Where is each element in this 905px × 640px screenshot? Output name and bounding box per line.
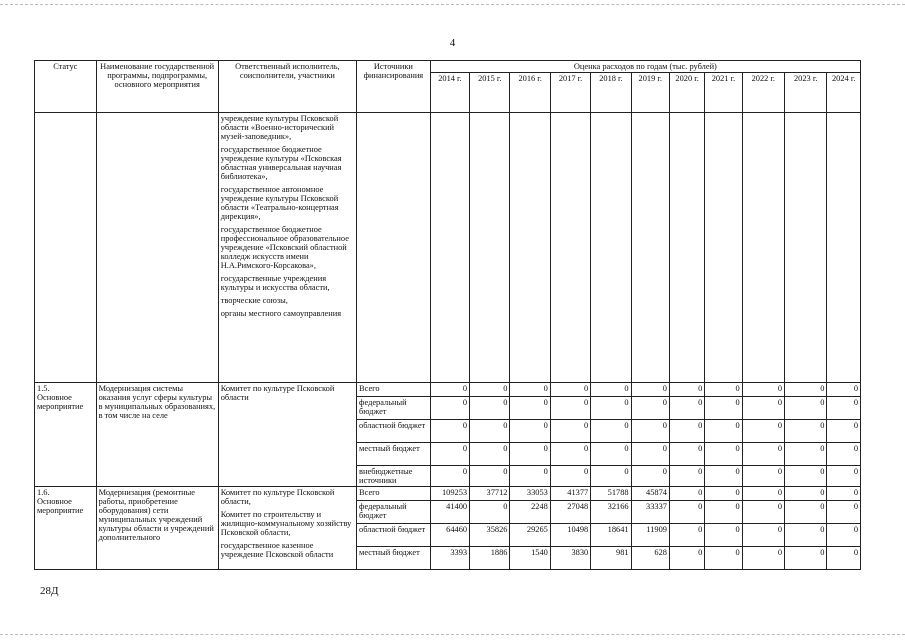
amount-cell: 10498 [550, 524, 590, 547]
amount-cell: 109253 [430, 487, 469, 501]
measure-name: Модернизация системы оказания услуг сферы культуры в муниципальных образованиях, в том числе на селе [96, 383, 218, 487]
scan-bottom-edge [0, 634, 905, 635]
amount-cell: 0 [742, 383, 784, 397]
amount-cell: 0 [510, 420, 550, 443]
amount-cell: 0 [785, 487, 827, 501]
amount-cell: 0 [705, 501, 742, 524]
header-executor: Ответственный исполнитель, соисполнители, участники [218, 61, 356, 113]
amount-cell: 0 [705, 487, 742, 501]
amount-cell: 0 [669, 501, 704, 524]
executor: государственное казенное учреждение Псковской области [220, 541, 334, 559]
amount-cell: 0 [510, 443, 550, 466]
header-year: 2022 г. [742, 73, 784, 113]
amount-cell: 37712 [470, 487, 510, 501]
header-name: Наименование государственной программы, подпрограммы, основного мероприятия [96, 61, 218, 113]
header-year: 2023 г. [785, 73, 827, 113]
participant: органы местного самоуправления [220, 309, 342, 318]
amount-cell: 0 [669, 420, 704, 443]
amount-cell: 1540 [510, 547, 550, 570]
header-year: 2017 г. [550, 73, 590, 113]
amount-cell: 32166 [591, 501, 631, 524]
amount-cell: 0 [705, 443, 742, 466]
funding-source: внебюджетные источники [357, 466, 431, 487]
funding-source: местный бюджет [357, 443, 431, 466]
measure-type: Основное мероприятие [37, 393, 84, 411]
amount-cell: 0 [742, 466, 784, 487]
continuation-row [35, 113, 861, 383]
measure-number: 1.6. [37, 488, 50, 497]
amount-cell: 0 [705, 466, 742, 487]
amount-cell: 0 [631, 397, 669, 420]
header-year: 2018 г. [591, 73, 631, 113]
amount-cell: 0 [591, 443, 631, 466]
amount-cell: 0 [631, 383, 669, 397]
amount-cell: 45874 [631, 487, 669, 501]
amount-cell: 0 [550, 420, 590, 443]
amount-cell: 41377 [550, 487, 590, 501]
amount-cell: 0 [827, 487, 861, 501]
funding-source: федеральный бюджет [357, 501, 431, 524]
amount-cell: 41400 [430, 501, 469, 524]
executor: Комитет по культуре Псковской области, [220, 488, 335, 506]
amount-cell: 0 [550, 397, 590, 420]
amount-cell: 0 [631, 466, 669, 487]
amount-cell: 0 [669, 547, 704, 570]
amount-cell: 0 [669, 397, 704, 420]
executor: Комитет по строительству и жилищно-коммунальному хозяйству Псковской области, [220, 510, 352, 537]
amount-cell: 0 [430, 420, 469, 443]
participant: творческие союзы, [220, 296, 288, 305]
amount-cell: 33053 [510, 487, 550, 501]
amount-cell: 0 [510, 383, 550, 397]
header-year: 2015 г. [470, 73, 510, 113]
amount-cell: 2248 [510, 501, 550, 524]
amount-cell: 0 [827, 397, 861, 420]
amount-cell: 0 [785, 420, 827, 443]
continuation-status-cell [35, 113, 97, 383]
amount-cell: 0 [785, 501, 827, 524]
participant: учреждение культуры Псковской области «Военно-исторический музей-заповедник», [220, 114, 339, 141]
amount-cell: 0 [742, 501, 784, 524]
amount-cell: 0 [785, 547, 827, 570]
amount-cell: 0 [591, 466, 631, 487]
amount-cell: 0 [785, 383, 827, 397]
funding-source: Всего [357, 487, 431, 501]
amount-cell: 0 [705, 420, 742, 443]
executor: Комитет по культуре Псковской области [220, 384, 335, 402]
continuation-name-cell [96, 113, 218, 383]
amount-cell: 0 [550, 443, 590, 466]
amount-cell: 0 [430, 383, 469, 397]
header-estimate: Оценка расходов по годам (тыс. рублей) [430, 61, 860, 73]
amount-cell: 0 [827, 547, 861, 570]
scan-top-edge [0, 4, 905, 5]
amount-cell: 0 [742, 547, 784, 570]
amount-cell: 0 [591, 397, 631, 420]
amount-cell: 0 [785, 443, 827, 466]
funding-source: местный бюджет [357, 547, 431, 570]
funding-source: областной бюджет [357, 420, 431, 443]
amount-cell: 0 [591, 383, 631, 397]
amount-cell: 0 [510, 397, 550, 420]
measures-body [35, 383, 861, 570]
amount-cell: 0 [550, 466, 590, 487]
amount-cell: 18641 [591, 524, 631, 547]
measure-type: Основное мероприятие [37, 497, 84, 515]
measure-status-cell [35, 383, 97, 487]
footer-code: 28Д [40, 585, 59, 597]
amount-cell: 0 [742, 420, 784, 443]
measure-name: Модернизация (ремонтные работы, приобретение оборудования) сети муниципальных учреждений культуры области и учреждений дополнительного [96, 487, 218, 570]
header-year: 2024 г. [827, 73, 861, 113]
participant: государственные учреждения культуры и искусства области, [220, 274, 330, 292]
amount-cell: 0 [705, 524, 742, 547]
amount-cell: 0 [827, 443, 861, 466]
amount-cell: 0 [705, 397, 742, 420]
amount-cell: 0 [430, 397, 469, 420]
amount-cell: 35826 [470, 524, 510, 547]
participant: государственное бюджетное профессиональное образовательное учреждение «Псковский областной колледж искусств имени Н.А.Римского-Корсакова», [220, 225, 349, 270]
amount-cell: 0 [430, 466, 469, 487]
amount-cell: 0 [827, 524, 861, 547]
header-year: 2020 г. [669, 73, 704, 113]
amount-cell: 0 [470, 420, 510, 443]
amount-cell: 0 [669, 487, 704, 501]
amount-cell: 3393 [430, 547, 469, 570]
amount-cell: 0 [510, 466, 550, 487]
amount-cell: 33337 [631, 501, 669, 524]
amount-cell: 0 [631, 443, 669, 466]
participant: государственное автономное учреждение культуры Псковской области «Театрально-концертная дирекция», [220, 185, 339, 221]
amount-cell: 0 [470, 466, 510, 487]
amount-cell: 0 [827, 466, 861, 487]
amount-cell: 3830 [550, 547, 590, 570]
header-sources: Источники финансирования [357, 61, 431, 113]
amount-cell: 628 [631, 547, 669, 570]
table-row [35, 487, 861, 501]
amount-cell: 0 [742, 524, 784, 547]
measure-executors [218, 383, 356, 487]
amount-cell: 0 [785, 524, 827, 547]
header-year: 2019 г. [631, 73, 669, 113]
amount-cell: 0 [742, 487, 784, 501]
amount-cell: 1886 [470, 547, 510, 570]
amount-cell: 0 [705, 383, 742, 397]
amount-cell: 0 [470, 383, 510, 397]
funding-source: областной бюджет [357, 524, 431, 547]
funding-source: Всего [357, 383, 431, 397]
amount-cell: 0 [669, 383, 704, 397]
amount-cell: 0 [550, 383, 590, 397]
amount-cell: 981 [591, 547, 631, 570]
amount-cell: 0 [827, 501, 861, 524]
amount-cell: 0 [827, 420, 861, 443]
amount-cell: 51788 [591, 487, 631, 501]
amount-cell: 0 [631, 420, 669, 443]
header-year: 2016 г. [510, 73, 550, 113]
funding-source: федеральный бюджет [357, 397, 431, 420]
amount-cell: 0 [669, 524, 704, 547]
amount-cell: 0 [827, 383, 861, 397]
table-row [35, 383, 861, 397]
header-year: 2021 г. [705, 73, 742, 113]
continuation-participants-cell [218, 113, 356, 383]
header-year: 2014 г. [430, 73, 469, 113]
amount-cell: 0 [470, 443, 510, 466]
budget-table [34, 60, 861, 570]
amount-cell: 64460 [430, 524, 469, 547]
page-number: 4 [449, 37, 456, 49]
amount-cell: 11909 [631, 524, 669, 547]
amount-cell: 0 [705, 547, 742, 570]
amount-cell: 0 [742, 397, 784, 420]
amount-cell: 27048 [550, 501, 590, 524]
measure-executors [218, 487, 356, 570]
amount-cell: 29265 [510, 524, 550, 547]
amount-cell: 0 [742, 443, 784, 466]
amount-cell: 0 [591, 420, 631, 443]
amount-cell: 0 [669, 466, 704, 487]
header-status: Статус [35, 61, 97, 113]
amount-cell: 0 [669, 443, 704, 466]
measure-number: 1.5. [37, 384, 50, 393]
amount-cell: 0 [785, 466, 827, 487]
participant: государственное бюджетное учреждение культуры «Псковская областная универсальная научная библиотека», [220, 145, 342, 181]
amount-cell: 0 [470, 501, 510, 524]
amount-cell: 0 [430, 443, 469, 466]
measure-status-cell [35, 487, 97, 570]
amount-cell: 0 [470, 397, 510, 420]
amount-cell: 0 [785, 397, 827, 420]
